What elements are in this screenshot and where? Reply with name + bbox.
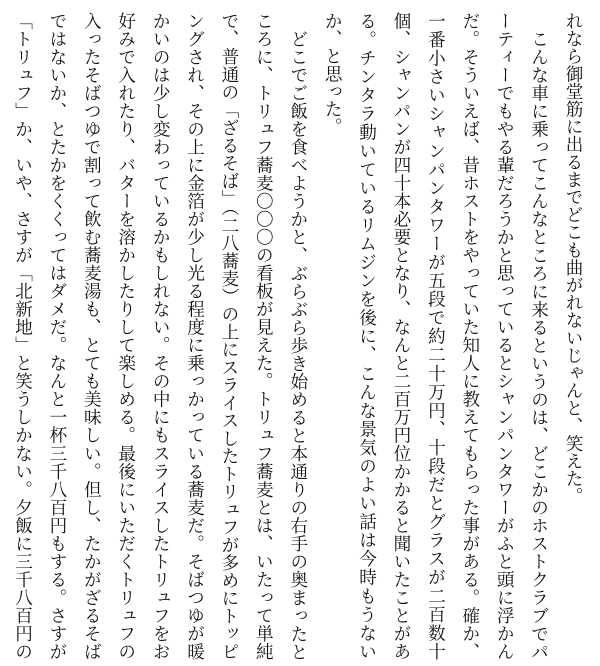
paragraph-continuation: れなら御堂筋に出るまでどこも曲がれないじゃんと、笑えた。 <box>563 12 583 505</box>
paragraph-limousine-champagne-tower: こんな車に乗ってこんなところに来るというのは、どこかのホストクラブでパーティーでもやる輩だろうかと思っているとシャンパンタワーがふと頭に浮かんだ。そういえば、昔ホストをやっていた知人に教えてもらった事がある。確か、一番小さいシャンパンタワーが五段で約二十万円、十段だとグラスが二百数十個、シャンパンが四十本必要となり、なんと二百万円位かかると聞いたことがある。チンタラ動いているリムジンを後に、こんな景気のよい話は今時もうないか、と思った。 <box>322 12 549 660</box>
paragraph-truffle-soba: どこでご飯を食べようかと、ぶらぶら歩き始めると本通りの右手の奥まったところに、トリュフ蕎麦〇〇〇の看板が見えた。トリュフ蕎麦とは、いたって単純で、普通の「ざるそば」（二八蕎麦）の上にスライスしたトリュフが多めにトッピングされ、その上に金箔が少し光る程度に乗っかっている蕎麦だ。そばつゆが暖かいのは少し変わっているかもしれない。その中にもスライスしたトリュフをお好みで入れたり、バターを溶かしたりして楽しめる。最後にいただくトリュフの入ったそばつゆで割って飲む蕎麦湯も、とても美味しい。但し、たかがざるそばではないか、とたかをくくってはダメだ。なんと一杯三千八百円もする。さすが「トリュフ」か、いや、さすが「北新地」と笑うしかない。夕飯に三千八百円の <box>12 12 308 660</box>
vertical-text-body <box>8 12 590 660</box>
